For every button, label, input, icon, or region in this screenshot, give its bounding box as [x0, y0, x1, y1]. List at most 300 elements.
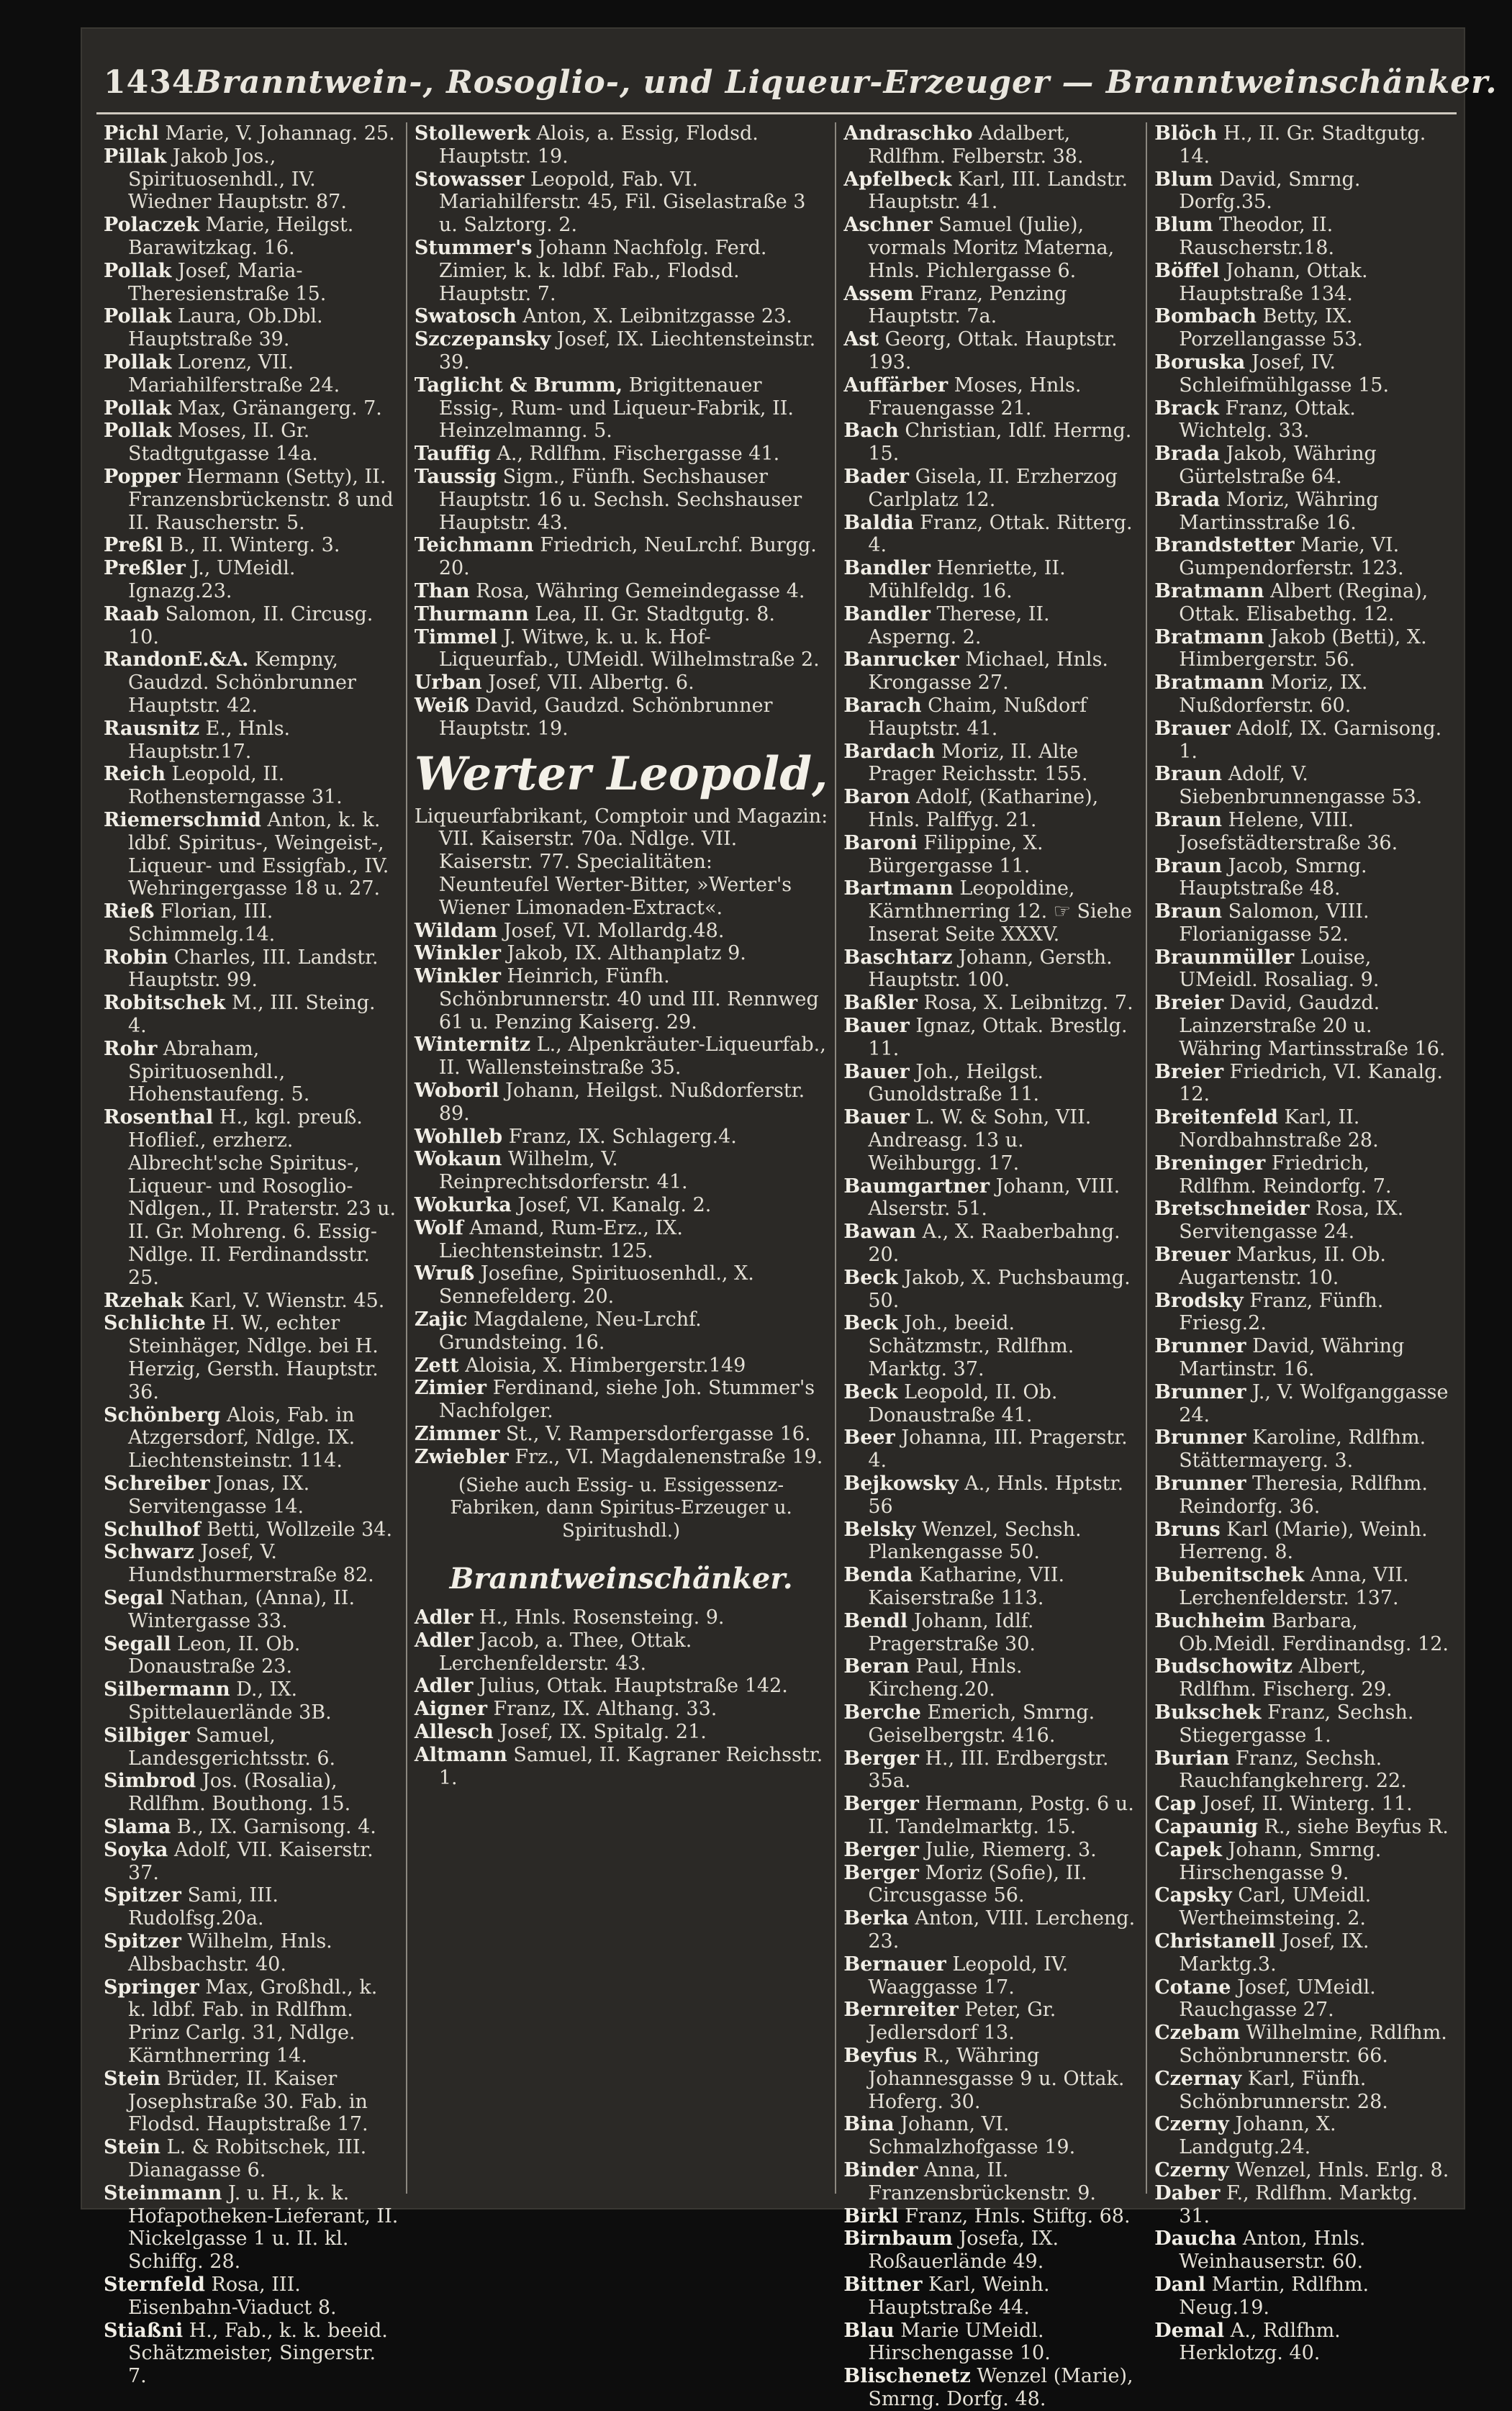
entry-name: Bandler	[843, 557, 931, 580]
directory-entry	[843, 122, 1138, 168]
entry-name: Schönberg	[104, 1403, 221, 1426]
directory-entry	[1154, 1106, 1449, 1152]
entry-text: Johann, Smrng. Hirschengasse 9.	[1179, 1838, 1382, 1884]
entry-name: Birnbaum	[843, 2227, 953, 2251]
entry-text: Karl, V. Wienstr. 45.	[189, 1289, 385, 1312]
directory-entry	[415, 1126, 828, 1149]
directory-entry	[1154, 1426, 1449, 1473]
entry-name: Beck	[843, 1312, 898, 1335]
entry-text: Marie, VI. Gumpendorferstr. 123.	[1179, 534, 1404, 580]
directory-entry	[1154, 1152, 1449, 1198]
entry-text: Wenzel, Hnls. Erlg. 8.	[1235, 2158, 1449, 2181]
entry-name: Urban	[414, 671, 482, 695]
entry-text: A., X. Raaberbahng. 20.	[868, 1221, 1121, 1267]
directory-entry	[104, 466, 399, 534]
directory-entry	[415, 1423, 828, 1446]
entry-text: Chaim, Nußdorf Hauptstr. 41.	[868, 694, 1087, 740]
directory-entry	[104, 214, 399, 260]
entry-name: Beck	[843, 1380, 898, 1403]
directory-entry	[104, 1587, 399, 1633]
entry-name: Berger	[843, 1747, 919, 1770]
entry-text: Brüder, II. Kaiser Josephstraße 30. Fab. in Flodsd. Hauptstraße 17.	[128, 2067, 368, 2136]
directory-entry	[843, 1175, 1138, 1221]
directory-entry	[843, 648, 1138, 695]
entry-name: Segall	[104, 1632, 171, 1655]
entry-name: Wohlleb	[414, 1125, 503, 1148]
directory-entry	[104, 2182, 399, 2274]
directory-entry	[415, 305, 828, 328]
entry-text: Anna, VII. Lerchenfelderstr. 137.	[1179, 1564, 1409, 1609]
entry-name: Taglicht & Brumm,	[414, 374, 623, 397]
entry-text: Max, Großhdl., k. k. ldbf. Fab. in Rdlfhm. Prinz Carlg. 31, Ndlge. Kärnthnerring 14.	[128, 1976, 378, 2067]
directory-entry	[843, 2159, 1138, 2205]
directory-entry	[415, 580, 828, 603]
directory-entry	[415, 1262, 828, 1308]
directory-entry	[843, 2320, 1138, 2366]
entry-text: Marie, Heilgst. Barawitzkag. 16.	[128, 214, 354, 259]
directory-entry	[104, 1312, 399, 1403]
directory-entry	[415, 534, 828, 580]
entry-text: Josef, IX. Liechtensteinstr. 39.	[438, 328, 816, 374]
entry-text: Moriz, II. Alte Prager Reichsstr. 155.	[868, 740, 1088, 786]
entry-name: Pollak	[104, 305, 172, 328]
entry-text: David, Gaudzd. Lainzerstraße 20 u. Währing Martinsstraße 16.	[1179, 992, 1446, 1060]
entry-text: Anton, k. k. ldbf. Spiritus-, Weingeist-, Liqueur- und Essigfab., IV. Wehringergasse 18 u. 27.	[128, 808, 389, 900]
directory-entry	[104, 1724, 399, 1770]
entry-text: Franz, Sechsh. Rauchfangkehrerg. 22.	[1179, 1747, 1407, 1793]
directory-entry	[843, 1999, 1138, 2045]
directory-entry	[104, 1884, 399, 1930]
entry-text: Rosa, III. Eisenbahn-Viaduct 8.	[128, 2273, 337, 2319]
directory-entry	[415, 1148, 828, 1194]
entry-name: Beran	[843, 1655, 910, 1678]
entry-text: Alois, Fab. in Atzgersdorf, Ndlge. IX. Liechtensteinstr. 114.	[128, 1403, 356, 1473]
entry-text: Franz, IX. Althang. 33.	[493, 1698, 717, 1721]
entry-name: Raab	[104, 602, 159, 625]
entry-text: Johann, X. Landgutg.24.	[1179, 2113, 1336, 2159]
entry-text: Ferdinand, siehe Joh. Stummer's Nachfolger.	[438, 1377, 815, 1423]
entry-name: Baumgartner	[843, 1175, 990, 1198]
entry-name: Woboril	[414, 1080, 499, 1103]
directory-entry	[1154, 1930, 1449, 1976]
entry-name: Aigner	[414, 1698, 487, 1721]
entry-name: Wokurka	[414, 1194, 512, 1217]
entry-name: Winternitz	[414, 1033, 531, 1057]
entry-name: Cotane	[1154, 1976, 1231, 1999]
entry-text: E., Hnls. Hauptstr.17.	[128, 717, 291, 763]
directory-entry	[843, 1106, 1138, 1175]
entry-text: Franz, Penzing Hauptstr. 7a.	[868, 282, 1067, 328]
entry-name: Ast	[843, 328, 879, 351]
entry-name: Berger	[843, 1861, 919, 1884]
entry-text: Anton, VIII. Lercheng. 23.	[868, 1907, 1136, 1953]
section-heading: Branntweinschänker.	[449, 1562, 793, 1596]
directory-entry	[843, 2205, 1138, 2228]
directory-entry	[843, 374, 1138, 420]
page-header	[104, 53, 1498, 111]
directory-entry	[1154, 1655, 1449, 1701]
entry-name: Bina	[843, 2113, 895, 2136]
entry-text: Albert, Rdlfhm. Fischerg. 29.	[1179, 1655, 1393, 1701]
entry-name: Soyka	[104, 1838, 168, 1861]
entry-name: Bejkowsky	[843, 1473, 959, 1496]
directory-entry	[415, 695, 828, 741]
entry-text: Ignaz, Ottak. Brestlg. 11.	[868, 1015, 1128, 1060]
entry-name: Daucha	[1154, 2227, 1237, 2251]
directory-entry	[843, 214, 1138, 282]
entry-text: D., IX. Spittelauerlände 3B.	[128, 1678, 332, 1724]
directory-entry	[1154, 2113, 1449, 2159]
entry-text: Franz, Ottak. Ritterg. 4.	[868, 511, 1133, 557]
entry-text: M., III. Steing. 4.	[128, 992, 376, 1038]
entry-text: Laura, Ob.Dbl. Hauptstraße 39.	[128, 305, 323, 351]
entry-text: Franz, Ottak. Wichtelg. 33.	[1179, 397, 1356, 443]
directory-entry	[104, 122, 399, 145]
directory-entry	[415, 1721, 828, 1744]
entry-name: Winkler	[414, 942, 501, 965]
entry-text: Jacob, a. Thee, Ottak. Lerchenfelderstr. 43.	[438, 1629, 692, 1675]
directory-entry	[415, 1217, 828, 1263]
directory-entry	[104, 2136, 399, 2182]
directory-entry	[1154, 1519, 1449, 1565]
directory-entry	[1154, 1335, 1449, 1381]
directory-entry	[1154, 2227, 1449, 2274]
entry-name: Brada	[1154, 443, 1221, 466]
entry-name: Bernauer	[843, 1953, 946, 1976]
entry-text: Karl, Fünfh. Schönbrunnerstr. 28.	[1179, 2067, 1388, 2113]
directory-entry	[104, 420, 399, 466]
entry-text: Max, Gränangerg. 7.	[177, 397, 382, 420]
directory-entry	[415, 122, 828, 168]
entry-name: Zimmer	[414, 1423, 500, 1446]
cross-reference-note: (Siehe auch Essig- u. Essigessenz-Fabriken, dann Spiritus-Erzeuger u. Spiritushdl.)	[450, 1474, 792, 1542]
entry-name: Preßler	[104, 557, 186, 580]
directory-entry	[1154, 855, 1449, 901]
directory-entry	[843, 1267, 1138, 1313]
entry-name: Bruns	[1154, 1518, 1221, 1541]
entry-name: Benda	[843, 1564, 913, 1587]
entry-text: Sigm., Fünfh. Sechshauser Hauptstr. 16 u. Sechsh. Sechshauser Hauptstr. 43.	[438, 465, 802, 534]
entry-name: Schwarz	[104, 1541, 194, 1564]
entry-text: Franz, IX. Schlagerg.4.	[508, 1125, 737, 1148]
directory-entry	[1154, 1701, 1449, 1747]
entry-text: A., Rdlfhm. Herklotzg. 40.	[1179, 2319, 1341, 2365]
entry-text: Katharine, VII. Kaiserstraße 113.	[868, 1564, 1065, 1609]
entry-name: Capek	[1154, 1838, 1222, 1861]
entry-text: Josef, VI. Kanalg. 2.	[517, 1194, 712, 1217]
entry-name: Czebam	[1154, 2022, 1241, 2045]
directory-entry	[1154, 397, 1449, 443]
directory-entry	[1154, 2022, 1449, 2068]
entry-text: Johann, Idlf. Pragerstraße 30.	[868, 1609, 1036, 1655]
entry-name: Taussig	[414, 465, 497, 488]
entry-name: Danl	[1154, 2273, 1205, 2296]
entry-text: Johann Nachfolg. Ferd. Zimier, k. k. ldbf. Fab., Flodsd. Hauptstr. 7.	[438, 236, 767, 305]
entry-name: Banrucker	[843, 648, 959, 671]
directory-entry	[843, 1701, 1138, 1747]
entry-name: Berche	[843, 1701, 921, 1724]
entry-name: Rzehak	[104, 1289, 184, 1312]
directory-entry	[104, 2320, 399, 2388]
directory-entry	[415, 237, 828, 305]
entry-name: Brodsky	[1154, 1289, 1244, 1312]
entry-name: Wokaun	[414, 1148, 502, 1171]
entry-name: Bukschek	[1154, 1701, 1262, 1724]
directory-entry	[104, 648, 399, 717]
entry-name: Bubenitschek	[1154, 1564, 1305, 1587]
entry-text: Lea, II. Gr. Stadtgutg. 8.	[535, 602, 775, 625]
entry-text: Kempny, Gaudzd. Schönbrunner Hauptstr. 42.	[128, 648, 356, 717]
entry-name: Brandstetter	[1154, 534, 1295, 557]
entry-name: Birkl	[843, 2204, 899, 2227]
entry-text: Jakob, X. Puchsbaumg. 50.	[868, 1266, 1131, 1312]
column-3	[836, 122, 1147, 2410]
directory-entry	[1154, 260, 1449, 306]
entry-name: Rosenthal	[104, 1106, 214, 1129]
entry-name: Adler	[414, 1675, 474, 1698]
entry-name: Breier	[1154, 1060, 1224, 1083]
entry-text: David, Gaudzd. Schönbrunner Hauptstr. 19.	[438, 694, 773, 740]
entry-name: Polaczek	[104, 214, 199, 237]
entry-name: Tauffig	[414, 443, 491, 466]
entry-name: Zimier	[414, 1377, 487, 1400]
directory-entry	[1154, 1793, 1449, 1816]
entry-text: Anton, Hnls. Weinhauserstr. 60.	[1179, 2227, 1366, 2274]
entry-text: Hermann, Postg. 6 u. II. Tandelmarktg. 15.	[868, 1793, 1134, 1838]
directory-entry	[843, 420, 1138, 466]
entry-name: Blau	[843, 2319, 895, 2342]
entry-name: Steinmann	[104, 2181, 222, 2204]
entry-text: Aloisia, X. Himbergerstr.149	[465, 1354, 746, 1377]
entry-name: Winkler	[414, 965, 501, 988]
entry-name: Braun	[1154, 854, 1222, 877]
directory-entry	[843, 2227, 1138, 2274]
entry-name: Bendl	[843, 1609, 908, 1632]
directory-entry	[415, 1033, 828, 1080]
directory-entry	[843, 603, 1138, 649]
entry-text: Barbara, Ob.Meidl. Ferdinandsg. 12.	[1179, 1609, 1449, 1655]
entry-text: Rosa, IX. Servitengasse 24.	[1179, 1198, 1404, 1244]
directory-entry	[104, 1770, 399, 1816]
entry-name: Christanell	[1154, 1930, 1276, 1953]
directory-entry	[1154, 809, 1449, 855]
entry-name: Pollak	[104, 259, 172, 282]
directory-entry	[104, 1473, 399, 1519]
page-title: Branntwein-, Rosoglio-, und Liqueur-Erzeuger — Branntweinschänker.	[194, 63, 1498, 101]
entry-text: J. Witwe, k. u. k. Hof-Liqueurfab., UMeidl. Wilhelmstraße 2.	[438, 625, 820, 671]
entry-text: Josef, V. Hundsthurmerstraße 82.	[128, 1541, 374, 1587]
entry-name: Pillak	[104, 145, 167, 168]
directory-entry	[1154, 534, 1449, 580]
entry-text: Charles, III. Landstr. Hauptstr. 99.	[128, 946, 379, 992]
entry-text: A., Rdlfhm. Fischergasse 41.	[497, 443, 780, 466]
directory-entry	[1154, 168, 1449, 214]
entry-name: Bauer	[843, 1060, 910, 1083]
directory-entry	[415, 443, 828, 466]
entry-name: Stowasser	[414, 168, 525, 191]
entry-name: Bandler	[843, 602, 931, 625]
entry-name: Allesch	[414, 1721, 494, 1743]
entry-name: Schreiber	[104, 1473, 210, 1496]
entry-text: Liqueurfabrikant, Comptoir und Magazin: VII. Kaiserstr. 70a. Ndlge. VII. Kaiserstr. 77. Specialitäten: Neunteufel Werter-Bitter, »Werter's Wiener Limonaden-Extract«.	[414, 805, 828, 919]
directory-entry	[104, 1519, 399, 1542]
entry-text: F., Rdlfhm. Marktg. 31.	[1179, 2181, 1418, 2227]
directory-entry	[1154, 1884, 1449, 1930]
directory-entry	[843, 1426, 1138, 1473]
directory-entry	[843, 1564, 1138, 1610]
entry-text: Martin, Rdlfhm. Neug.19.	[1179, 2273, 1370, 2319]
entry-text: Wilhelm, V. Reinprechtsdorferstr. 41.	[438, 1148, 688, 1194]
entry-name: Bretschneider	[1154, 1198, 1310, 1221]
entry-text: Karl, III. Landstr. Hauptstr. 41.	[868, 168, 1128, 214]
entry-name: Teichmann	[414, 534, 534, 557]
directory-entry	[104, 1976, 399, 2068]
entry-name: Brunner	[1154, 1426, 1246, 1449]
entry-text: Jonas, IX. Servitengasse 14.	[128, 1473, 310, 1518]
entry-text: H., Hnls. Rosensteing. 9.	[479, 1606, 725, 1629]
entry-name: Berger	[843, 1838, 919, 1861]
entry-text: Leopoldine, Kärnthnerring 12. ☞ Siehe Inserat Seite XXXV.	[868, 877, 1133, 946]
entry-name: Belsky	[843, 1518, 916, 1541]
entry-name: Burian	[1154, 1747, 1230, 1770]
entry-text: Georg, Ottak. Hauptstr. 193.	[868, 328, 1118, 374]
entry-text: Karoline, Rdlfhm. Stättermayerg. 3.	[1179, 1426, 1426, 1473]
entry-name: Riemerschmid	[104, 808, 261, 831]
entry-text: Theresia, Rdlfhm. Reindorfg. 36.	[1179, 1473, 1428, 1518]
entry-text: A., Hnls. Hptstr. 56	[868, 1473, 1124, 1518]
header-rule	[96, 112, 1457, 114]
directory-entry	[1154, 214, 1449, 260]
directory-entry	[104, 1930, 399, 1976]
entry-text: Leopold, II. Rothensterngasse 31.	[128, 763, 343, 809]
entry-text: Leopold, Fab. VI. Mariahilferstr. 45, Fil. Giselastraße 3 u. Salztorg. 2.	[438, 168, 806, 237]
entry-name: Weiß	[414, 694, 469, 717]
entry-name: Baroni	[843, 831, 918, 854]
entry-text: Karl, II. Nordbahnstraße 28.	[1179, 1106, 1379, 1152]
entry-name: Berger	[843, 1793, 919, 1816]
entry-text: Henriette, II. Mühlfeldg. 16.	[868, 557, 1066, 602]
entry-text: Johanna, III. Pragerstr. 4.	[868, 1426, 1128, 1473]
directory-entry	[1154, 1473, 1449, 1519]
entry-text: Jakob Jos., Spirituosenhdl., IV. Wiedner Hauptstr. 87.	[128, 145, 347, 214]
directory-entry	[104, 1816, 399, 1839]
entry-text: Karl, Weinh. Hauptstraße 44.	[868, 2273, 1050, 2319]
directory-entry	[104, 718, 399, 764]
entry-text: Moses, II. Gr. Stadtgutgasse 14a.	[128, 420, 318, 466]
entry-name: Breier	[1154, 992, 1224, 1015]
directory-entry	[104, 1678, 399, 1724]
directory-entry	[1154, 1244, 1449, 1290]
columns	[96, 122, 1457, 2410]
entry-name: Daber	[1154, 2181, 1221, 2204]
entry-text: Joh., beeid. Schätzmstr., Rdlfhm. Marktg. 37.	[868, 1312, 1074, 1381]
directory-entry	[1154, 122, 1449, 168]
entry-name: Sternfeld	[104, 2273, 205, 2296]
entry-name: Bauer	[843, 1106, 910, 1129]
entry-text: Josef, Maria-Theresienstraße 15.	[128, 259, 327, 305]
entry-name: Adler	[414, 1629, 474, 1652]
entry-name: Spitzer	[104, 1884, 181, 1907]
entry-text: Franz, Hnls. Stiftg. 68.	[905, 2204, 1131, 2227]
entry-name: Rausnitz	[104, 717, 200, 740]
entry-text: Betty, IX. Porzellangasse 53.	[1179, 305, 1363, 351]
entry-name: Reich	[104, 763, 166, 786]
entry-name: Bauer	[843, 1015, 910, 1038]
column-1	[96, 122, 407, 2388]
directory-entry	[104, 1839, 399, 1885]
directory-entry	[104, 1633, 399, 1679]
entry-name: Braun	[1154, 900, 1222, 923]
directory-entry	[843, 1519, 1138, 1565]
entry-name: Rohr	[104, 1037, 158, 1060]
entry-name: Bartmann	[843, 877, 954, 900]
entry-name: Brunner	[1154, 1335, 1246, 1358]
entry-name: Breitenfeld	[1154, 1106, 1278, 1129]
entry-text: Amand, Rum-Erz., IX. Liechtensteinstr. 125.	[438, 1216, 683, 1262]
entry-name: RandonE.&A.	[104, 648, 249, 671]
directory-entry	[843, 2113, 1138, 2159]
entry-name: Assem	[843, 282, 914, 305]
entry-text: Joh., Heilgst. Gunoldstraße 11.	[868, 1060, 1044, 1106]
entry-text: Wilhelm, Hnls. Albsbachstr. 40.	[128, 1930, 332, 1976]
directory-entry	[1154, 946, 1449, 992]
directory-entry	[1154, 443, 1449, 489]
entry-text: Julius, Ottak. Hauptstraße 142.	[479, 1675, 788, 1698]
entry-name: Cap	[1154, 1793, 1197, 1816]
entry-name: Bach	[843, 420, 899, 443]
entry-text: Alois, a. Essig, Flodsd. Hauptstr. 19.	[438, 122, 759, 168]
directory-entry	[415, 1377, 828, 1423]
entry-name: Silbiger	[104, 1724, 190, 1747]
column-2	[407, 122, 837, 2194]
entry-name: Czernay	[1154, 2067, 1242, 2090]
entry-name: Thurmann	[414, 602, 529, 625]
entry-name: Simbrod	[104, 1770, 196, 1793]
entry-text: Wenzel (Marie), Smrng. Dorfg. 48.	[868, 2365, 1133, 2410]
entry-text: Therese, II. Asperng. 2.	[868, 602, 1050, 648]
entry-text: Lorenz, VII. Mariahilferstraße 24.	[128, 350, 340, 397]
entry-name: Brack	[1154, 397, 1219, 420]
directory-entry	[843, 1655, 1138, 1701]
entry-text: Franz, Sechsh. Stiegergasse 1.	[1179, 1701, 1414, 1747]
entry-text: Leopold, II. Ob. Donaustraße 41.	[868, 1380, 1058, 1426]
entry-name: Auffärber	[843, 374, 949, 397]
entry-text: Friedrich, Rdlfhm. Reindorfg. 7.	[1179, 1152, 1392, 1198]
entry-text: Adolf, IX. Garnisong. 1.	[1179, 717, 1442, 763]
directory-entry	[843, 1610, 1138, 1656]
entry-text: Florian, III. Schimmelg.14.	[128, 900, 276, 946]
directory-entry	[415, 1698, 828, 1721]
directory-entry	[415, 603, 828, 626]
entry-name: Schulhof	[104, 1518, 201, 1541]
directory-entry	[415, 1308, 828, 1354]
directory-entry	[104, 763, 399, 809]
entry-text: Wenzel, Sechsh. Plankengasse 50.	[868, 1518, 1082, 1564]
entry-text: Rosa, Währing Gemeindegasse 4.	[476, 579, 805, 602]
directory-entry	[415, 1744, 828, 1790]
entry-text: Adalbert, Rdlfhm. Felberstr. 38.	[868, 122, 1084, 168]
directory-entry	[843, 741, 1138, 787]
entry-text: Jakob, Währing Gürtelstraße 64.	[1179, 443, 1377, 488]
directory-entry	[1154, 2182, 1449, 2228]
entry-name: Capaunig	[1154, 1815, 1258, 1838]
entry-name: Than	[414, 579, 470, 602]
directory-entry	[104, 305, 399, 351]
directory-entry	[104, 2068, 399, 2136]
entry-text: Johann, Ottak. Hauptstraße 134.	[1179, 259, 1368, 305]
entry-name: Czerny	[1154, 2158, 1229, 2181]
entry-name: Czerny	[1154, 2113, 1229, 2136]
